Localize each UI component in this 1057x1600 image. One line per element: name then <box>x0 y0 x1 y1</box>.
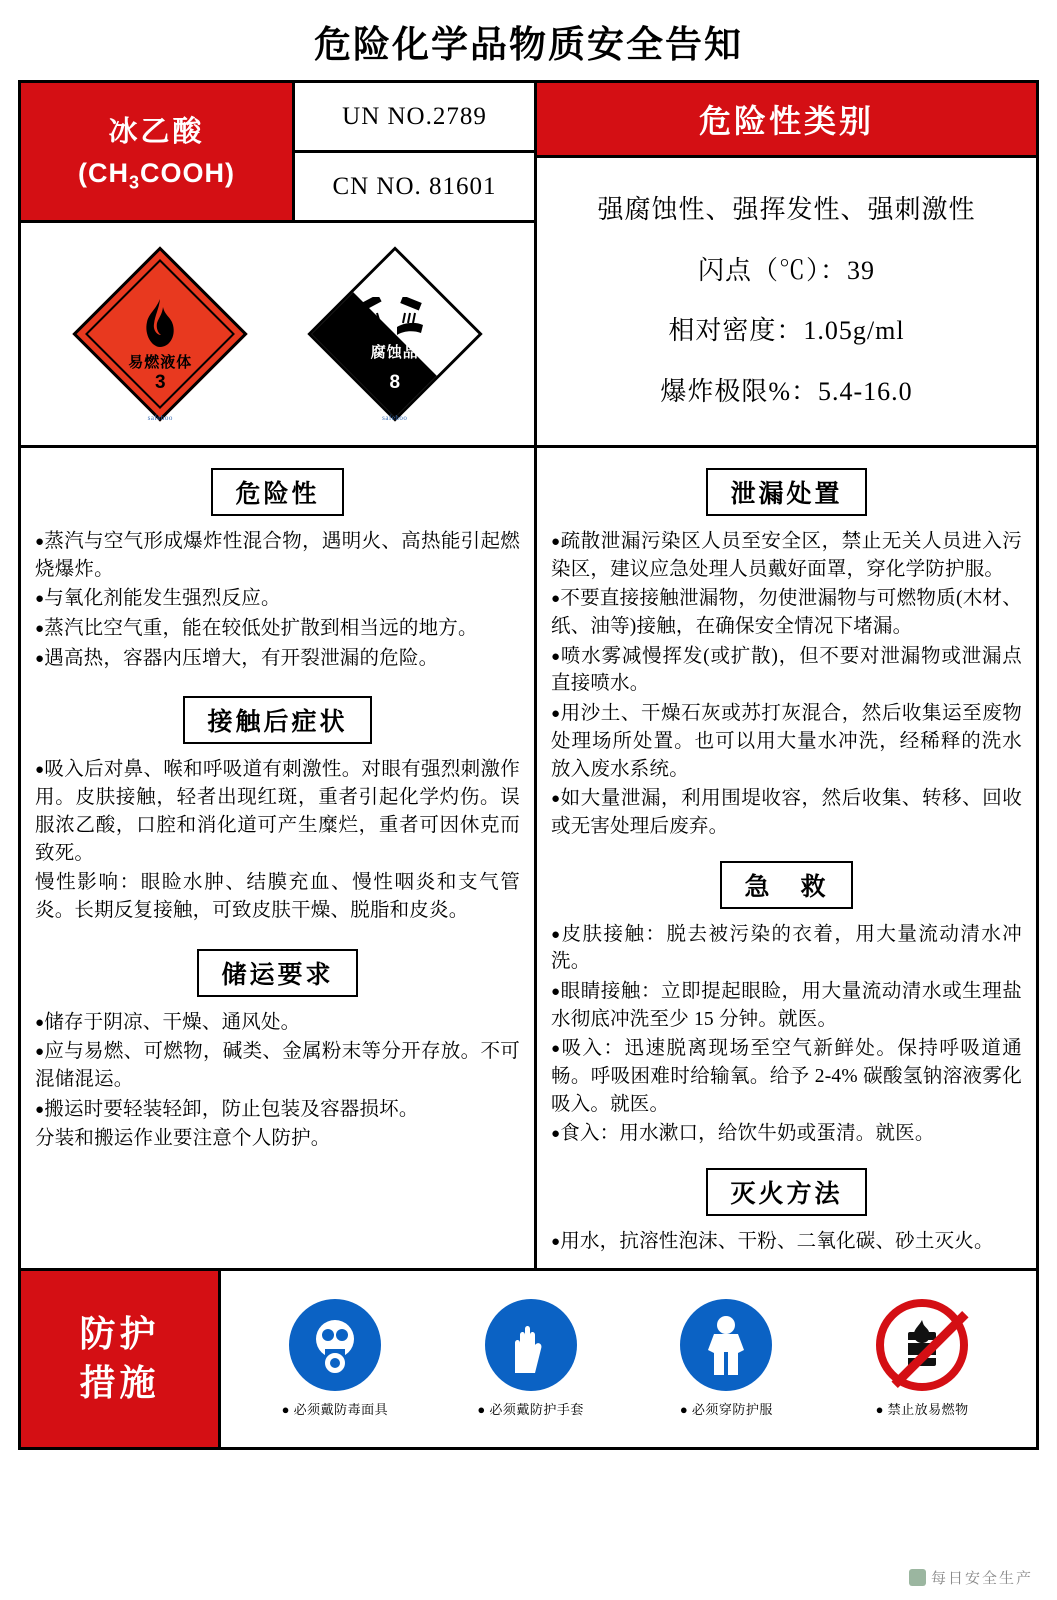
page-title: 危险化学品物质安全告知 <box>314 24 743 65</box>
flammable-diamond <box>73 246 248 421</box>
section-heading-fire: 灭火方法 <box>706 1168 866 1216</box>
watermark: 每日安全生产 <box>909 1567 1033 1588</box>
chemical-name-block <box>21 83 295 220</box>
ppe-item-suit <box>651 1299 801 1418</box>
hazard-item: ●与氧化剂能发生强烈反应。 <box>35 588 281 610</box>
cn-number: CN NO. 81601 <box>332 172 497 200</box>
ppe-title-line2: 措施 <box>79 1361 160 1403</box>
storage-item: ●搬运时要轻装轻卸，防止包装及容器损坏。 <box>35 1098 419 1120</box>
storage-item: ●储存于阴凉、干燥、通风处。 <box>35 1011 301 1033</box>
left-column <box>21 448 537 1268</box>
ppe-icon-row <box>221 1271 1036 1447</box>
hazard-item: ●遇高热，容器内压增大，有开裂泄漏的危险。 <box>35 647 439 669</box>
hazard-line: 相对密度：1.05g/ml <box>668 316 905 346</box>
first-aid-item: ●眼睛接触：立即提起眼睑，用大量流动清水或生理盐水彻底冲洗至少 15 分钟。就医。 <box>551 980 1022 1030</box>
ppe-title <box>21 1271 221 1447</box>
content-section <box>21 448 1036 1271</box>
storage-item: ●应与易燃、可燃物，碱类、金属粉末等分开存放。不可混储混运。 <box>35 1041 520 1090</box>
corrosive-class-number: 8 <box>389 372 401 393</box>
flammable-label: 易燃液体 <box>128 353 193 371</box>
section-heading-first-aid: 急 救 <box>720 861 852 909</box>
pictogram-row <box>21 223 534 445</box>
pictogram-credit: safehoo <box>147 414 173 422</box>
hazard-line: 爆炸极限%：5.4-16.0 <box>660 376 913 406</box>
chemical-formula: $(CH_3COOH)$ <box>77 158 235 193</box>
hazard-line: 闪点（℃）：39 <box>697 255 875 285</box>
corrosive-label: 腐蚀品 <box>370 343 419 361</box>
leak-item: ●喷水雾减慢挥发(或扩散)，但不要对泄漏物或泄漏点直接喷水。 <box>551 645 1022 695</box>
leak-item: ●用沙土、干燥石灰或苏打灰混合，然后收集运至废物处理场所处置。也可以用大量水冲洗，经稀释的洗水放入废水系统。 <box>551 703 1022 780</box>
pictogram-credit: safehoo <box>382 414 408 422</box>
pictogram-flammable-liquid <box>72 246 248 422</box>
storage-extra: 分装和搬运作业要注意个人防护。 <box>35 1128 331 1150</box>
section-heading-symptoms: 接触后症状 <box>183 696 371 744</box>
fire-item: ●用水，抗溶性泡沫、干粉、二氧化碳、砂土灭火。 <box>551 1231 994 1253</box>
first-aid-item: ●皮肤接触：脱去被污染的衣着，用大量流动清水冲洗。 <box>551 923 1023 973</box>
hazard-category-panel <box>537 83 1036 445</box>
chemical-name: 冰乙酸 <box>108 116 205 149</box>
ppe-caption: ● 禁止放易燃物 <box>875 1402 969 1418</box>
gas-mask-icon <box>289 1299 381 1391</box>
hazard-category-heading: 危险性类别 <box>537 83 1036 158</box>
flammable-class-number: 3 <box>154 372 166 393</box>
ppe-item-gloves <box>456 1299 606 1418</box>
placard-board <box>18 80 1039 1450</box>
number-block <box>295 83 534 220</box>
section-heading-storage: 储运要求 <box>197 949 357 997</box>
hazard-item: ●蒸汽比空气重，能在较低处扩散到相当远的地方。 <box>35 618 478 640</box>
hazard-category-body <box>537 158 1036 445</box>
section-heading-leak: 泄漏处置 <box>706 468 866 516</box>
identity-row <box>21 83 534 223</box>
symptom-item: ●吸入后对鼻、喉和呼吸道有刺激性。对眼有强烈刺激作用。皮肤接触，轻者出现红斑，重者引起化学灼伤。误服浓乙酸，口腔和消化道可产生糜烂，重者可因休克而致死。 <box>35 759 520 864</box>
corrosive-diamond <box>307 246 482 421</box>
identity-and-pictograms <box>21 83 537 445</box>
gloves-icon <box>485 1299 577 1391</box>
ppe-caption: ● 必须戴防护手套 <box>477 1402 584 1418</box>
symptom-extra: 慢性影响：眼睑水肿、结膜充血、慢性咽炎和支气管炎。长期反复接触，可致皮肤干燥、脱脂和皮炎。 <box>35 872 520 921</box>
ppe-section <box>21 1271 1036 1447</box>
no-flammables-icon <box>876 1299 968 1391</box>
right-column <box>537 448 1036 1268</box>
leak-item: ●疏散泄漏污染区人员至安全区，禁止无关人员进入污染区，建议应急处理人员戴好面罩，穿化学防护服。 <box>551 531 1022 580</box>
section-heading-hazards: 危险性 <box>211 468 343 516</box>
leak-item: ●不要直接接触泄漏物，勿使泄漏物与可燃物质(木材、纸、油等)接触，在确保安全情况下堵漏。 <box>551 588 1022 638</box>
ppe-item-gas-mask <box>260 1299 410 1418</box>
first-aid-item: ●食入：用水漱口，给饮牛奶或蛋清。就医。 <box>551 1123 935 1145</box>
first-aid-item: ●吸入：迅速脱离现场至空气新鲜处。保持呼吸道通畅。呼吸困难时给输氧。给予 2-4% 碳酸氢钠溶液雾化吸入。就医。 <box>551 1038 1023 1115</box>
ppe-title-line1: 防护 <box>79 1313 160 1355</box>
leak-item: ●如大量泄漏，利用围堤收容，然后收集、转移、回收或无害处理后废弃。 <box>551 788 1022 837</box>
ppe-item-no-flammables <box>847 1299 997 1418</box>
ppe-caption: ● 必须穿防护服 <box>679 1402 773 1418</box>
un-number: UN NO.2789 <box>295 83 534 153</box>
top-section <box>21 83 1036 448</box>
hazard-item: ●蒸汽与空气形成爆炸性混合物，遇明火、高热能引起燃烧爆炸。 <box>35 531 520 580</box>
ppe-caption: ● 必须戴防毒面具 <box>281 1402 389 1418</box>
pictogram-corrosive <box>307 246 483 422</box>
protective-suit-icon <box>680 1299 772 1391</box>
hazard-line: 强腐蚀性、强挥发性、强刺激性 <box>597 195 976 225</box>
